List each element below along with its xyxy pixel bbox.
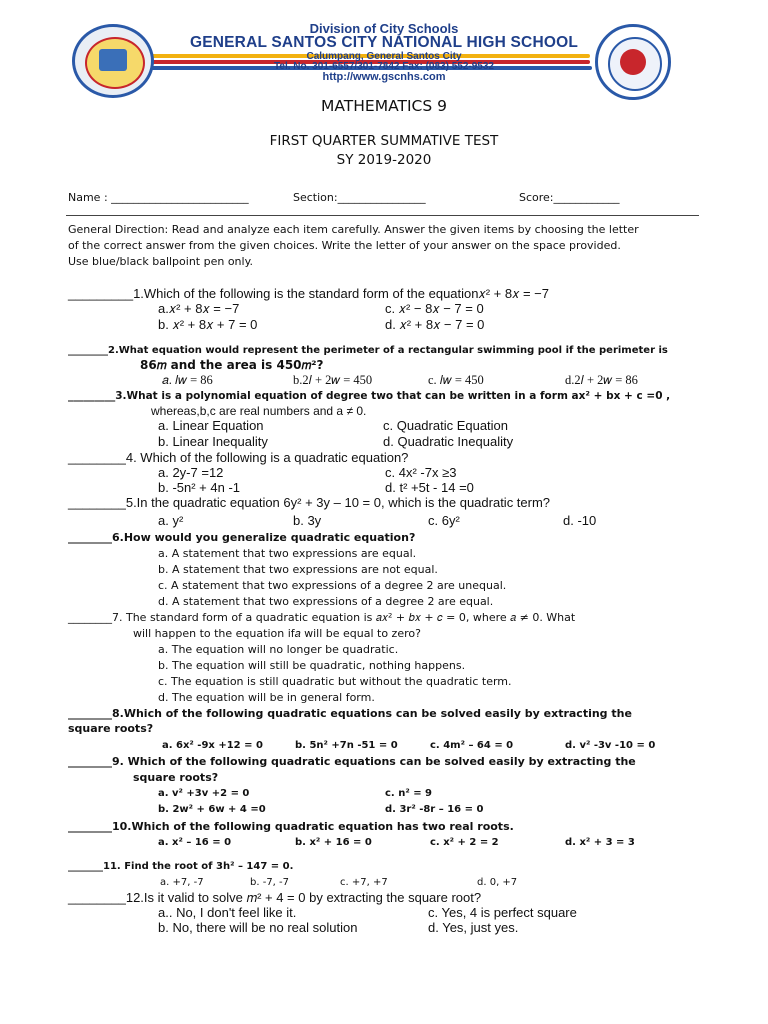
q8-option-b[interactable]: b. 5n² +7n -51 = 0 bbox=[295, 740, 398, 751]
q6-option-d[interactable]: d. A statement that two expressions of a degree 2 are equal. bbox=[158, 595, 494, 608]
q7-stem-cont: will happen to the equation if𝑎 will be equal to zero? bbox=[133, 627, 421, 640]
q2-option-d[interactable]: d.2𝑙 + 2𝑤 = 86 bbox=[565, 373, 638, 387]
q9-option-b[interactable]: b. 2w² + 6w + 4 =0 bbox=[158, 804, 266, 815]
q12-stem: ________12.Is it valid to solve 𝑚² + 4 = 0 by extracting the square root? bbox=[68, 890, 482, 905]
q7-option-b[interactable]: b. The equation will still be quadratic, nothing happens. bbox=[158, 659, 466, 672]
direction-line-2: of the correct answer from the given choices. Write the letter of your answer on the space provided. bbox=[68, 239, 621, 252]
school-website[interactable]: http://www.gscnhs.com bbox=[322, 71, 446, 83]
q5-option-a[interactable]: a. y² bbox=[158, 513, 184, 528]
q9-option-d[interactable]: d. 3r² -8r – 16 = 0 bbox=[385, 804, 484, 815]
q9-option-c[interactable]: c. n² = 9 bbox=[385, 788, 433, 799]
direction-line-3: Use blue/black ballpoint pen only. bbox=[68, 255, 254, 268]
q4-option-c[interactable]: c. 4x² -7x ≥3 bbox=[385, 465, 457, 480]
q8-option-a[interactable]: a. 6x² -9x +12 = 0 bbox=[162, 740, 263, 751]
q4-option-a[interactable]: a. 2y-7 =12 bbox=[158, 465, 224, 480]
q3-option-d[interactable]: d. Quadratic Inequality bbox=[383, 434, 514, 449]
q3-option-c[interactable]: c. Quadratic Equation bbox=[383, 418, 509, 433]
q10-option-a[interactable]: a. x² – 16 = 0 bbox=[158, 837, 232, 848]
q3-option-a[interactable]: a. Linear Equation bbox=[158, 418, 264, 433]
q9-stem: ________9. Which of the following quadratic equations can be solved easily by extracting the bbox=[68, 755, 636, 768]
divider-line bbox=[66, 215, 699, 216]
q4-option-b[interactable]: b. -5n² + 4n -1 bbox=[158, 480, 241, 495]
school-address: Calumpang, General Santos City bbox=[306, 51, 462, 62]
q7-option-c[interactable]: c. The equation is still quadratic but without the quadratic term. bbox=[158, 675, 512, 688]
q11-option-a[interactable]: a. +7, -7 bbox=[160, 877, 204, 888]
q5-stem: ________5.In the quadratic equation 6y² + 3y – 10 = 0, which is the quadratic term? bbox=[68, 495, 551, 510]
q12-option-a[interactable]: a.. No, I don't feel like it. bbox=[158, 905, 297, 920]
q8-option-c[interactable]: c. 4m² – 64 = 0 bbox=[430, 740, 514, 751]
q10-option-b[interactable]: b. x² + 16 = 0 bbox=[295, 837, 372, 848]
q11-option-c[interactable]: c. +7, +7 bbox=[340, 877, 388, 888]
q7-option-a[interactable]: a. The equation will no longer be quadratic. bbox=[158, 643, 399, 656]
q7-option-d[interactable]: d. The equation will be in general form. bbox=[158, 691, 375, 704]
q11-option-d[interactable]: d. 0, +7 bbox=[477, 877, 518, 888]
q8-option-d[interactable]: d. v² -3v -10 = 0 bbox=[565, 740, 656, 751]
q1-stem: _________1.Which of the following is the standard form of the equation𝑥² + 8𝑥 = −7 bbox=[68, 286, 549, 301]
school-name: GENERAL SANTOS CITY NATIONAL HIGH SCHOOL bbox=[189, 34, 579, 51]
q2-option-b[interactable]: b.2𝑙 + 2𝑤 = 450 bbox=[293, 373, 373, 387]
q5-option-b[interactable]: b. 3y bbox=[293, 513, 322, 528]
q6-stem: ________6.How would you generalize quadratic equation? bbox=[68, 531, 416, 544]
q9-option-a[interactable]: a. v² +3v +2 = 0 bbox=[158, 788, 250, 799]
q7-stem: ________7. The standard form of a quadratic equation is 𝑎𝑥² + 𝑏𝑥 + 𝑐 = 0, where 𝑎 ≠ 0. What bbox=[68, 611, 576, 624]
q2-option-c[interactable]: c. 𝑙𝑤 = 450 bbox=[428, 373, 484, 387]
q1-option-a[interactable]: a.𝑥² + 8𝑥 = −7 bbox=[158, 301, 240, 316]
direction-line-1: General Direction: Read and analyze each item carefully. Answer the given items by choosing the letter bbox=[68, 223, 639, 236]
q3-stem: _________3.What is a polynomial equation of degree two that can be written in a form ax² + bx + c =0 , bbox=[68, 390, 671, 402]
q8-stem: ________8.Which of the following quadratic equations can be solved easily by extracting the bbox=[68, 707, 632, 720]
q10-stem: ________10.Which of the following quadratic equation has two real roots. bbox=[68, 820, 514, 833]
q6-option-c[interactable]: c. A statement that two expressions of a degree 2 are unequal. bbox=[158, 579, 507, 592]
q9-stem-cont: square roots? bbox=[133, 771, 219, 784]
q11-option-b[interactable]: b. -7, -7 bbox=[250, 877, 290, 888]
q10-option-c[interactable]: c. x² + 2 = 2 bbox=[430, 837, 499, 848]
q4-option-d[interactable]: d. t² +5t - 14 =0 bbox=[385, 480, 474, 495]
subject-title: MATHEMATICS 9 bbox=[321, 97, 447, 115]
q1-option-c[interactable]: c. 𝑥² − 8𝑥 − 7 = 0 bbox=[385, 301, 484, 316]
score-field[interactable]: Score:____________ bbox=[519, 191, 620, 204]
division-name: Division of City Schools bbox=[309, 21, 459, 36]
q1-option-b[interactable]: b. 𝑥² + 8𝑥 + 7 = 0 bbox=[158, 317, 258, 332]
q3-option-b[interactable]: b. Linear Inequality bbox=[158, 434, 268, 449]
q10-option-d[interactable]: d. x² + 3 = 3 bbox=[565, 837, 635, 848]
q6-option-a[interactable]: a. A statement that two expressions are equal. bbox=[158, 547, 417, 560]
school-year: SY 2019-2020 bbox=[336, 152, 432, 168]
q2-stem: ________2.What equation would represent the perimeter of a rectangular swimming pool if the perimeter is bbox=[68, 345, 668, 356]
q3-stem-cont: whereas,b,c are real numbers and a ≠ 0. bbox=[151, 404, 367, 418]
q12-option-c[interactable]: c. Yes, 4 is perfect square bbox=[428, 905, 577, 920]
test-title: FIRST QUARTER SUMMATIVE TEST bbox=[269, 133, 499, 149]
q5-option-d[interactable]: d. -10 bbox=[563, 513, 597, 528]
section-field[interactable]: Section:________________ bbox=[293, 191, 426, 204]
q2-option-a[interactable]: 𝑎. 𝑙𝑤 = 86 bbox=[162, 373, 213, 387]
q1-option-d[interactable]: d. 𝑥² + 8𝑥 − 7 = 0 bbox=[385, 317, 485, 332]
q12-option-b[interactable]: b. No, there will be no real solution bbox=[158, 920, 358, 935]
q11-stem: _______11. Find the root of 3h² – 147 = 0. bbox=[68, 861, 294, 872]
q6-option-b[interactable]: b. A statement that two expressions are not equal. bbox=[158, 563, 438, 576]
q8-stem-cont: square roots? bbox=[68, 722, 154, 735]
q4-stem: ________4. Which of the following is a quadratic equation? bbox=[68, 450, 409, 465]
q5-option-c[interactable]: c. 6y² bbox=[428, 513, 460, 528]
q2-stem-cont: 86𝑚 and the area is 450𝑚²? bbox=[140, 358, 324, 372]
school-contact: Tel. No. 301-6557/301-7842 Fax: (083) 552-9532 bbox=[274, 61, 494, 72]
name-field[interactable]: Name : _________________________ bbox=[68, 191, 249, 204]
q12-option-d[interactable]: d. Yes, just yes. bbox=[428, 920, 519, 935]
